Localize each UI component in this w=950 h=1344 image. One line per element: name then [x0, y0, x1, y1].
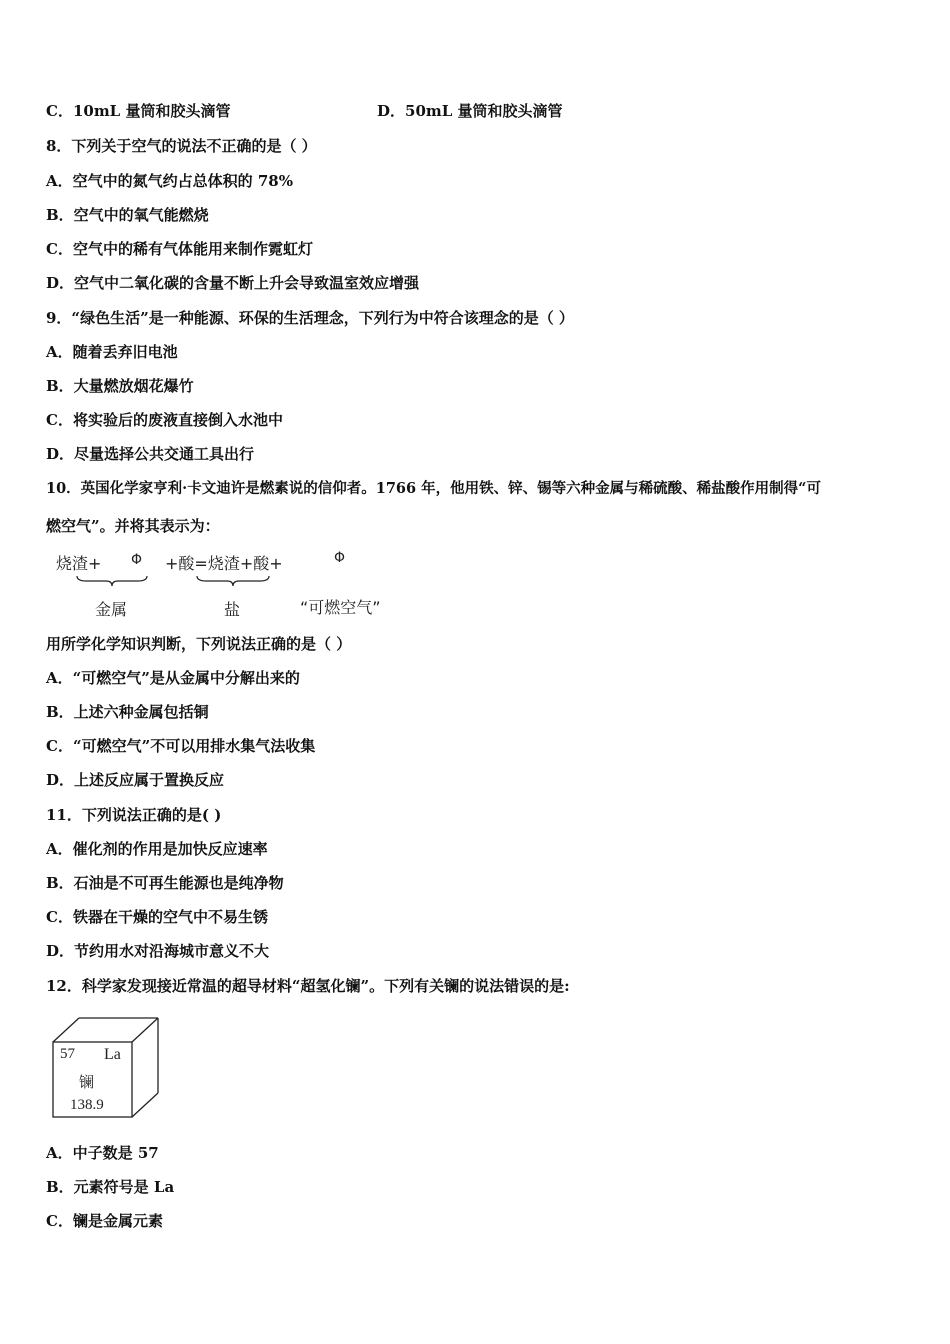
- q8-option-a: A．空气中的氮气约占总体积的 78%: [46, 172, 293, 190]
- element-symbol: La: [104, 1046, 121, 1063]
- q8-option-c: C．空气中的稀有气体能用来制作霓虹灯: [46, 240, 313, 258]
- q10-stem-line2: 燃空气”。并将其表示为：: [46, 517, 220, 535]
- element-atomic-mass: 138.9: [70, 1097, 104, 1113]
- q10-option-a: A．“可燃空气”是从金属中分解出来的: [46, 669, 300, 687]
- label-combustible-air: “可燃空气”: [300, 598, 381, 617]
- q10-option-c: C．“可燃空气”不可以用排水集气法收集: [46, 737, 316, 755]
- q12-option-a: A．中子数是 57: [46, 1144, 159, 1162]
- q11-stem: 11．下列说法正确的是( ): [46, 806, 222, 824]
- brace-metal: [76, 574, 148, 588]
- q8-stem: 8．下列关于空气的说法不正确的是（ ）: [46, 137, 317, 155]
- equation-phi-2: Φ: [334, 550, 346, 566]
- q9-option-b: B．大量燃放烟花爆竹: [46, 377, 194, 395]
- q10-stem-line1: 10．英国化学家亨利·卡文迪许是燃素说的信仰者。1766 年，他用铁、锌、锡等六种金属与稀硫酸、稀盐酸作用制得“可: [46, 480, 821, 497]
- q12-stem: 12．科学家发现接近常温的超导材料“超氢化镧”。下列有关镧的说法错误的是:: [46, 977, 570, 995]
- q12-option-c: C．镧是金属元素: [46, 1212, 163, 1230]
- equation-part1: 烧渣+: [56, 554, 102, 573]
- q7-option-d: D．50mL 量筒和胶头滴管: [377, 102, 563, 120]
- q8-option-d: D．空气中二氧化碳的含量不断上升会导致温室效应增强: [46, 274, 420, 292]
- element-atomic-number: 57: [60, 1046, 75, 1062]
- q10-option-b: B．上述六种金属包括铜: [46, 703, 209, 721]
- q11-option-d: D．节约用水对沿海城市意义不大: [46, 942, 270, 960]
- q9-option-d: D．尽量选择公共交通工具出行: [46, 445, 255, 463]
- q9-option-a: A．随着丢弃旧电池: [46, 343, 178, 361]
- q9-stem: 9．“绿色生活”是一种能源、环保的生活理念，下列行为中符合该理念的是（ ）: [46, 309, 574, 327]
- element-cell-lanthanum: [46, 1016, 162, 1122]
- q12-option-b: B．元素符号是 La: [46, 1178, 175, 1196]
- element-name: 镧: [79, 1073, 95, 1091]
- brace-salt: [196, 574, 270, 588]
- equation-part2: +酸=烧渣+酸+: [165, 554, 283, 573]
- q9-option-c: C．将实验后的废液直接倒入水池中: [46, 411, 283, 429]
- q8-option-b: B．空气中的氧气能燃烧: [46, 206, 209, 224]
- equation-phi-1: Φ: [131, 552, 143, 568]
- label-metal: 金属: [95, 600, 128, 619]
- element-cell-frame: [46, 1016, 162, 1122]
- q10-option-d: D．上述反应属于置换反应: [46, 771, 225, 789]
- q11-option-b: B．石油是不可再生能源也是纯净物: [46, 874, 284, 892]
- q11-option-a: A．催化剂的作用是加快反应速率: [46, 840, 268, 858]
- label-salt: 盐: [224, 600, 241, 619]
- q11-option-c: C．铁器在干燥的空气中不易生锈: [46, 908, 268, 926]
- q7-option-c: C．10mL 量筒和胶头滴管: [46, 102, 231, 120]
- q10-question: 用所学化学知识判断，下列说法正确的是（ ）: [46, 635, 352, 653]
